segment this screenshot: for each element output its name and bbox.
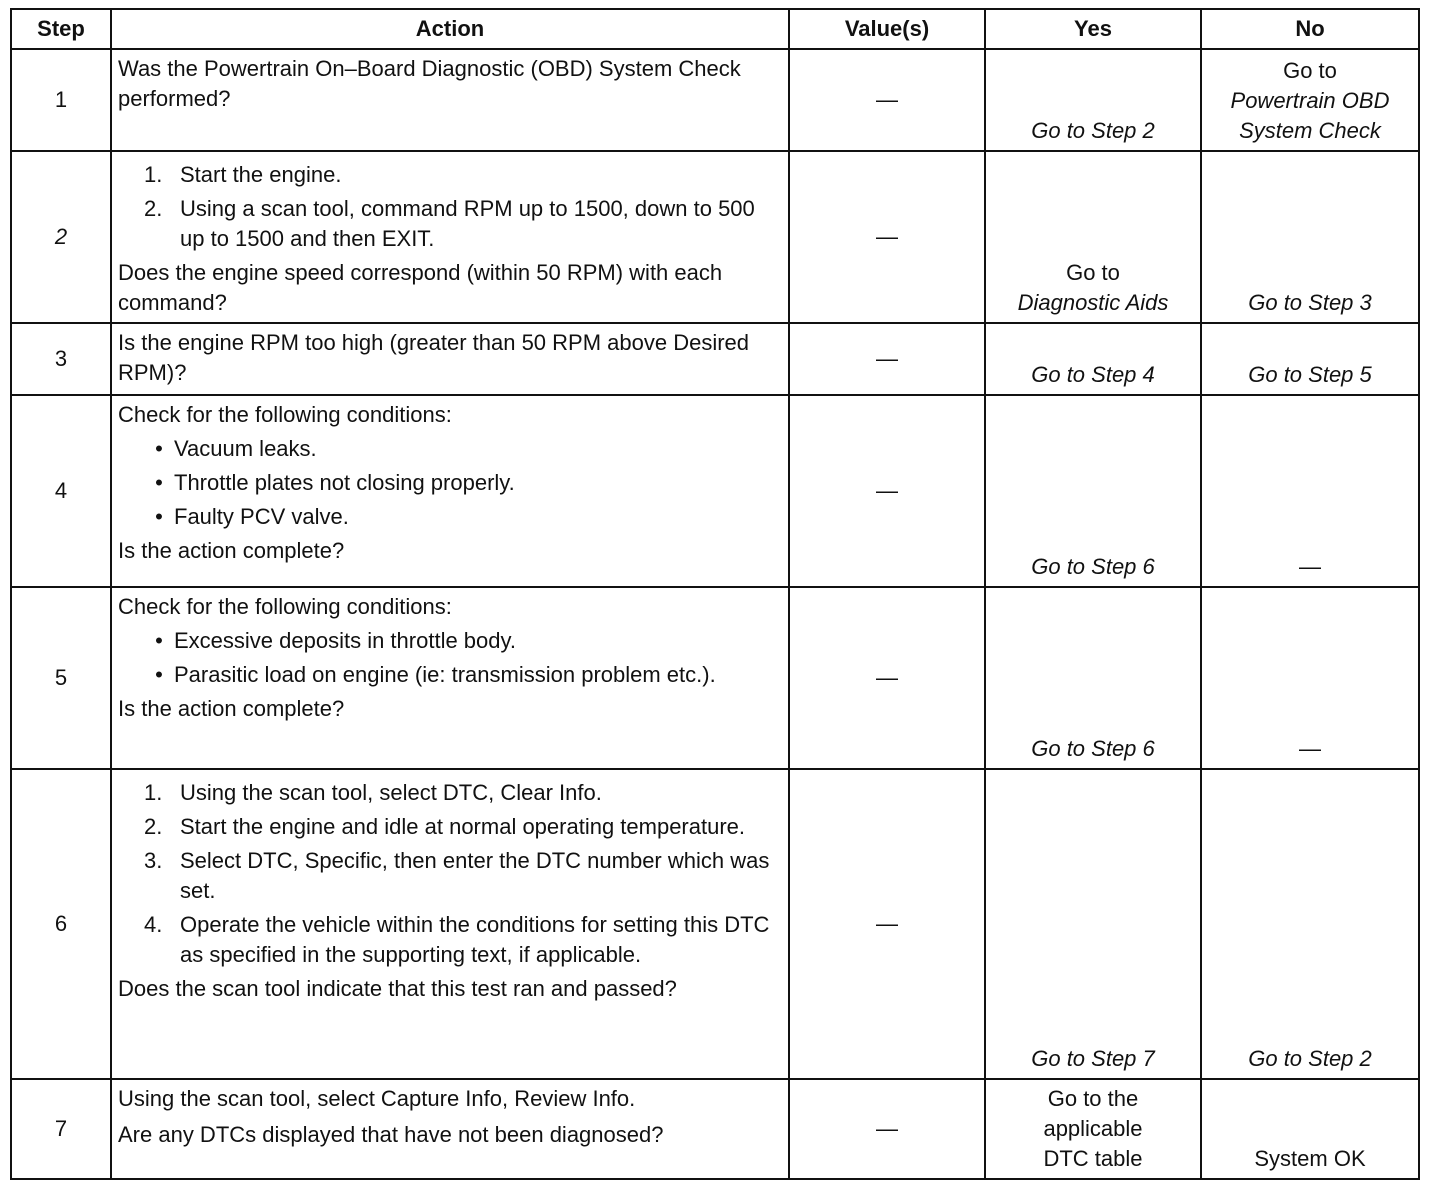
no-link: Powertrain OBD (1230, 88, 1390, 113)
yes-cell: Go to Step 2 (985, 49, 1201, 151)
action-cell (111, 49, 789, 151)
header-yes: Yes (985, 9, 1201, 49)
no-cell: Go to Step 3 (1201, 151, 1419, 323)
action-question: Is the action complete? (118, 696, 345, 721)
value-cell: — (789, 1079, 985, 1179)
yes-text: Go to (1066, 260, 1120, 285)
value-cell: — (789, 395, 985, 587)
action-cell (111, 323, 789, 395)
list-item: 2. Start the engine and idle at normal operating temperature. (144, 812, 780, 842)
list-item: 1. Using the scan tool, select DTC, Clear Info. (144, 778, 780, 808)
table-row (11, 323, 1419, 395)
step-number: 2 (11, 151, 111, 323)
list-item-text: Operate the vehicle within the conditions for setting this DTC as specified in the supporting text, if applicable. (180, 912, 770, 967)
list-item: 3. Select DTC, Specific, then enter the DTC number which was set. (144, 846, 780, 906)
action-cell (111, 151, 789, 323)
list-item-text: Throttle plates not closing properly. (174, 470, 515, 495)
list-item-text: Vacuum leaks. (174, 436, 317, 461)
yes-cell (985, 151, 1201, 323)
action-text: Was the Powertrain On–Board Diagnostic (OBD) System Check performed? (118, 56, 741, 111)
list-item: • Parasitic load on engine (ie: transmission problem etc.). (144, 660, 780, 690)
yes-cell: Go to Step 4 (985, 323, 1201, 395)
list-item: 4. Operate the vehicle within the conditions for setting this DTC as specified in the supporting text, if applicable. (144, 910, 780, 970)
action-question: Does the scan tool indicate that this test ran and passed? (118, 976, 677, 1001)
action-question: Are any DTCs displayed that have not been diagnosed? (118, 1122, 664, 1147)
table-row (11, 769, 1419, 1079)
list-item-text: Using the scan tool, select DTC, Clear Info. (180, 780, 602, 805)
action-intro: Check for the following conditions: (118, 594, 452, 619)
list-item-text: Select DTC, Specific, then enter the DTC number which was set. (180, 848, 770, 903)
yes-link: Diagnostic Aids (1017, 290, 1169, 315)
list-item-text: Faulty PCV valve. (174, 504, 349, 529)
table-row (11, 1079, 1419, 1179)
list-item: • Excessive deposits in throttle body. (144, 626, 780, 656)
value-cell: — (789, 323, 985, 395)
list-item: 2. Using a scan tool, command RPM up to 1500, down to 500 up to 1500 and then EXIT. (144, 194, 780, 254)
step-number: 4 (11, 395, 111, 587)
header-no: No (1201, 9, 1419, 49)
value-cell: — (789, 49, 985, 151)
step-number: 5 (11, 587, 111, 769)
no-cell: Go to Step 2 (1201, 769, 1419, 1079)
header-step: Step (11, 9, 111, 49)
yes-cell: Go to Step 6 (985, 587, 1201, 769)
list-item-text: Start the engine and idle at normal operating temperature. (180, 814, 746, 839)
action-text: Is the engine RPM too high (greater than 50 RPM above Desired RPM)? (118, 330, 750, 385)
action-intro: Check for the following conditions: (118, 402, 452, 427)
action-text: Using the scan tool, select Capture Info, Review Info. (118, 1086, 636, 1111)
table-row (11, 395, 1419, 587)
list-item-text: Start the engine. (180, 162, 342, 187)
action-cell (111, 587, 789, 769)
yes-text: Go to the (1047, 1086, 1139, 1111)
step-number: 3 (11, 323, 111, 395)
no-cell: — (1201, 587, 1419, 769)
action-question: Does the engine speed correspond (within 50 RPM) with each command? (118, 260, 723, 315)
table-row (11, 49, 1419, 151)
yes-text: DTC table (1043, 1146, 1143, 1171)
table-row (11, 151, 1419, 323)
action-question: Is the action complete? (118, 538, 345, 563)
table-row (11, 587, 1419, 769)
list-item-text: Excessive deposits in throttle body. (174, 628, 516, 653)
value-cell: — (789, 151, 985, 323)
no-cell: System OK (1201, 1079, 1419, 1179)
header-action: Action (111, 9, 789, 49)
value-cell: — (789, 769, 985, 1079)
header-values: Value(s) (789, 9, 985, 49)
action-cell (111, 395, 789, 587)
yes-cell: Go to Step 7 (985, 769, 1201, 1079)
yes-cell: Go to Step 6 (985, 395, 1201, 587)
list-item: 1. Start the engine. (144, 160, 780, 190)
diagnostic-table (10, 8, 1420, 1180)
no-text: Go to (1283, 58, 1337, 83)
yes-cell (985, 1079, 1201, 1179)
no-link: System Check (1239, 118, 1381, 143)
no-cell: Go to Step 5 (1201, 323, 1419, 395)
step-number: 1 (11, 49, 111, 151)
list-item-text: Parasitic load on engine (ie: transmission problem etc.). (174, 662, 716, 687)
no-cell: — (1201, 395, 1419, 587)
list-item: • Throttle plates not closing properly. (144, 468, 780, 498)
step-number: 6 (11, 769, 111, 1079)
step-number: 7 (11, 1079, 111, 1179)
yes-text: applicable (1043, 1116, 1143, 1141)
list-item: • Vacuum leaks. (144, 434, 780, 464)
action-cell (111, 769, 789, 1079)
list-item-text: Using a scan tool, command RPM up to 1500, down to 500 up to 1500 and then EXIT. (180, 196, 755, 251)
no-cell (1201, 49, 1419, 151)
action-cell (111, 1079, 789, 1179)
value-cell: — (789, 587, 985, 769)
header-row (11, 9, 1419, 49)
list-item: • Faulty PCV valve. (144, 502, 780, 532)
